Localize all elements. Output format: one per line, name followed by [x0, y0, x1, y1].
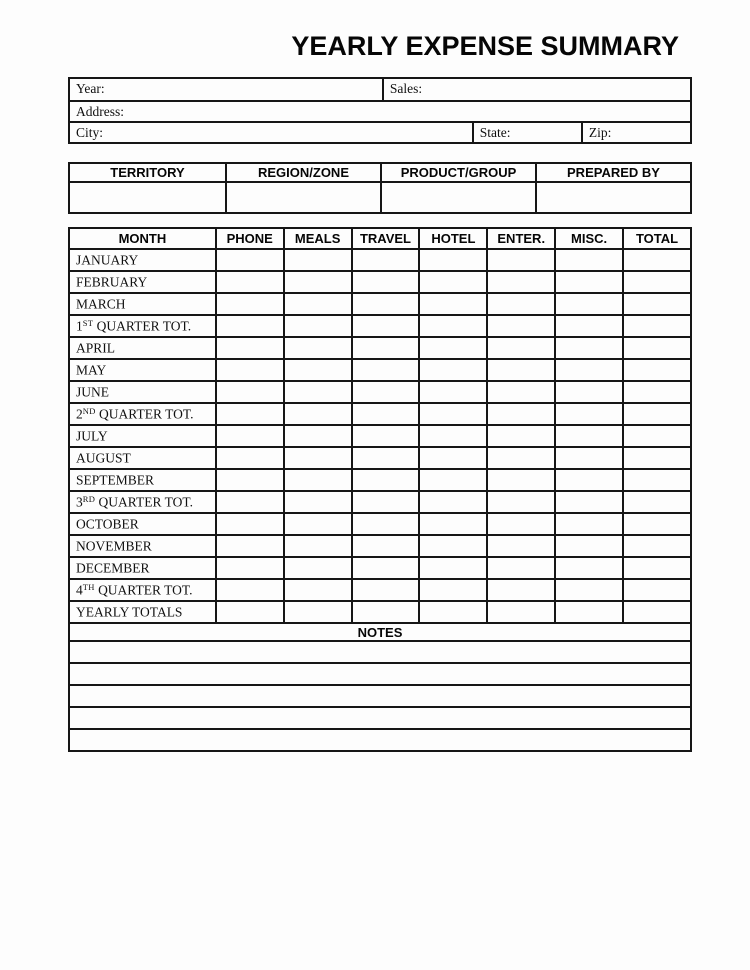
expense-cell[interactable]	[419, 557, 487, 579]
expense-cell[interactable]	[352, 271, 420, 293]
expense-cell[interactable]	[284, 579, 352, 601]
expense-cell[interactable]	[419, 535, 487, 557]
expense-cell[interactable]	[419, 601, 487, 623]
expense-cell[interactable]	[623, 337, 691, 359]
table-row-april	[69, 337, 691, 359]
header-region-zone: REGION/ZONE	[225, 164, 380, 181]
expense-cell[interactable]	[419, 513, 487, 535]
expense-cell[interactable]	[623, 403, 691, 425]
form-row-year-sales	[70, 79, 690, 100]
column-header-misc: MISC.	[555, 228, 623, 249]
expense-cell[interactable]	[555, 601, 623, 623]
prepared-by-field[interactable]	[535, 183, 690, 212]
expense-cell[interactable]	[623, 469, 691, 491]
expense-cell[interactable]	[419, 381, 487, 403]
row-label	[69, 381, 216, 403]
expense-cell[interactable]	[623, 579, 691, 601]
table-row-march	[69, 293, 691, 315]
expense-cell[interactable]	[352, 557, 420, 579]
column-header-phone: PHONE	[216, 228, 284, 249]
expense-cell[interactable]	[216, 447, 284, 469]
expense-cell[interactable]	[352, 293, 420, 315]
expense-cell[interactable]	[623, 491, 691, 513]
expense-cell[interactable]	[555, 579, 623, 601]
notes-line[interactable]	[69, 685, 691, 707]
territory-body-row	[70, 183, 690, 212]
expense-cell[interactable]	[284, 381, 352, 403]
column-header-meals: MEALS	[284, 228, 352, 249]
expense-cell[interactable]	[487, 447, 555, 469]
expense-cell[interactable]	[623, 315, 691, 337]
expense-cell[interactable]	[555, 381, 623, 403]
address-field[interactable]	[70, 102, 690, 121]
row-label-text: MARCH	[76, 296, 126, 312]
expense-table	[68, 227, 692, 624]
expense-cell[interactable]	[216, 535, 284, 557]
row-label	[69, 249, 216, 271]
expense-cell[interactable]	[216, 557, 284, 579]
row-label	[69, 403, 216, 425]
expense-cell[interactable]	[623, 293, 691, 315]
expense-cell[interactable]	[284, 249, 352, 271]
row-label-text: JANUARY	[76, 252, 139, 268]
expense-cell[interactable]	[555, 249, 623, 271]
row-label-text: YEARLY TOTALS	[76, 604, 183, 620]
header-prepared-by: PREPARED BY	[535, 164, 690, 181]
territory-header-row	[70, 164, 690, 183]
expense-cell[interactable]	[419, 579, 487, 601]
expense-cell[interactable]	[216, 403, 284, 425]
notes-line[interactable]	[69, 663, 691, 685]
row-label-text: OCTOBER	[76, 516, 139, 532]
expense-cell[interactable]	[284, 337, 352, 359]
expense-summary-section	[68, 227, 692, 752]
form-row-city-state-zip	[70, 121, 690, 142]
expense-cell[interactable]	[623, 381, 691, 403]
row-label	[69, 469, 216, 491]
expense-cell[interactable]	[487, 249, 555, 271]
expense-cell[interactable]	[284, 271, 352, 293]
zip-label: Zip:	[588, 125, 612, 140]
expense-cell[interactable]	[555, 535, 623, 557]
table-row-q4-total	[69, 579, 691, 601]
expense-cell[interactable]	[487, 293, 555, 315]
expense-cell[interactable]	[216, 469, 284, 491]
row-label	[69, 359, 216, 381]
expense-cell[interactable]	[623, 535, 691, 557]
expense-cell[interactable]	[284, 513, 352, 535]
ordinal-suffix: ND	[82, 405, 96, 416]
year-label: Year:	[76, 81, 105, 96]
row-label	[69, 491, 216, 513]
row-label-text: MAY	[76, 362, 107, 378]
row-label	[69, 601, 216, 623]
expense-cell[interactable]	[555, 403, 623, 425]
expense-cell[interactable]	[284, 469, 352, 491]
table-row-december	[69, 557, 691, 579]
row-label-text: JUNE	[76, 384, 109, 400]
sales-label: Sales:	[389, 81, 423, 96]
row-label	[69, 557, 216, 579]
row-label	[69, 293, 216, 315]
expense-cell[interactable]	[216, 293, 284, 315]
row-label	[69, 425, 216, 447]
table-row-may	[69, 359, 691, 381]
sales-field[interactable]	[382, 79, 690, 100]
expense-cell[interactable]	[487, 491, 555, 513]
expense-cell[interactable]	[216, 315, 284, 337]
expense-cell[interactable]	[419, 425, 487, 447]
row-label	[69, 513, 216, 535]
notes-line[interactable]	[69, 707, 691, 729]
table-row-october	[69, 513, 691, 535]
table-row-july	[69, 425, 691, 447]
expense-cell[interactable]	[419, 359, 487, 381]
expense-cell[interactable]	[419, 249, 487, 271]
state-field[interactable]	[472, 123, 581, 142]
expense-cell[interactable]	[623, 557, 691, 579]
ordinal-suffix: TH	[82, 581, 95, 592]
notes-row	[69, 707, 691, 729]
expense-cell[interactable]	[419, 469, 487, 491]
notes-line[interactable]	[69, 729, 691, 751]
row-label-text: DECEMBER	[76, 560, 150, 576]
expense-cell[interactable]	[419, 293, 487, 315]
row-label	[69, 579, 216, 601]
notes-line[interactable]	[69, 641, 691, 663]
expense-cell[interactable]	[216, 579, 284, 601]
row-label-text: JULY	[76, 428, 108, 444]
row-label-rest: QUARTER TOT.	[95, 494, 193, 510]
table-row-november	[69, 535, 691, 557]
row-label-text: 1	[76, 318, 83, 334]
notes-header-row	[69, 623, 691, 641]
expense-cell[interactable]	[352, 381, 420, 403]
table-row-q2-total	[69, 403, 691, 425]
expense-cell[interactable]	[555, 447, 623, 469]
expense-cell[interactable]	[216, 271, 284, 293]
notes-row	[69, 641, 691, 663]
contact-info-form	[68, 77, 692, 144]
zip-field[interactable]	[581, 123, 690, 142]
expense-cell[interactable]	[487, 535, 555, 557]
column-header-hotel: HOTEL	[419, 228, 487, 249]
expense-cell[interactable]	[352, 403, 420, 425]
expense-cell[interactable]	[284, 601, 352, 623]
expense-cell[interactable]	[352, 359, 420, 381]
column-header-enter: ENTER.	[487, 228, 555, 249]
expense-cell[interactable]	[284, 359, 352, 381]
expense-cell[interactable]	[352, 579, 420, 601]
expense-cell[interactable]	[284, 315, 352, 337]
city-label: City:	[76, 125, 104, 140]
expense-cell[interactable]	[284, 447, 352, 469]
expense-cell[interactable]	[555, 271, 623, 293]
expense-cell[interactable]	[352, 491, 420, 513]
row-label	[69, 535, 216, 557]
table-row-august	[69, 447, 691, 469]
row-label-text: APRIL	[76, 340, 116, 356]
expense-cell[interactable]	[555, 425, 623, 447]
notes-row	[69, 685, 691, 707]
expense-cell[interactable]	[352, 249, 420, 271]
expense-cell[interactable]	[487, 337, 555, 359]
expense-cell[interactable]	[623, 601, 691, 623]
expense-cell[interactable]	[419, 447, 487, 469]
territory-field[interactable]	[70, 183, 225, 212]
expense-cell[interactable]	[352, 535, 420, 557]
page-title: YEARLY EXPENSE SUMMARY	[291, 31, 679, 61]
row-label-rest: QUARTER TOT.	[95, 406, 194, 422]
expense-cell[interactable]	[623, 425, 691, 447]
expense-cell[interactable]	[555, 557, 623, 579]
column-header-month: MONTH	[69, 228, 216, 249]
row-label	[69, 271, 216, 293]
table-row-q3-total	[69, 491, 691, 513]
expense-cell[interactable]	[487, 513, 555, 535]
expense-cell[interactable]	[284, 491, 352, 513]
expense-cell[interactable]	[352, 601, 420, 623]
expense-cell[interactable]	[487, 579, 555, 601]
expense-cell[interactable]	[352, 315, 420, 337]
row-label	[69, 337, 216, 359]
expense-header-row	[69, 228, 691, 249]
expense-cell[interactable]	[419, 271, 487, 293]
expense-cell[interactable]	[216, 359, 284, 381]
expense-cell[interactable]	[284, 557, 352, 579]
expense-cell[interactable]	[487, 271, 555, 293]
table-row-february	[69, 271, 691, 293]
expense-cell[interactable]	[352, 447, 420, 469]
table-row-september	[69, 469, 691, 491]
header-product-group: PRODUCT/GROUP	[380, 164, 535, 181]
expense-cell[interactable]	[623, 447, 691, 469]
expense-cell[interactable]	[216, 513, 284, 535]
expense-cell[interactable]	[352, 469, 420, 491]
notes-row	[69, 663, 691, 685]
row-label-rest: QUARTER TOT.	[93, 318, 192, 334]
expense-cell[interactable]	[555, 491, 623, 513]
notes-section	[68, 622, 692, 752]
expense-cell[interactable]	[555, 337, 623, 359]
expense-cell[interactable]	[216, 601, 284, 623]
expense-cell[interactable]	[487, 359, 555, 381]
region-zone-field[interactable]	[225, 183, 380, 212]
row-label-text: AUGUST	[76, 450, 131, 466]
year-field[interactable]	[70, 79, 382, 100]
table-row-q1-total	[69, 315, 691, 337]
expense-cell[interactable]	[623, 271, 691, 293]
expense-cell[interactable]	[216, 425, 284, 447]
notes-row	[69, 729, 691, 751]
table-row-yearly-totals	[69, 601, 691, 623]
expense-cell[interactable]	[623, 359, 691, 381]
expense-cell[interactable]	[487, 557, 555, 579]
ordinal-suffix: ST	[82, 317, 94, 328]
expense-cell[interactable]	[216, 249, 284, 271]
expense-cell[interactable]	[623, 513, 691, 535]
expense-cell[interactable]	[284, 403, 352, 425]
expense-cell[interactable]	[487, 601, 555, 623]
expense-cell[interactable]	[419, 491, 487, 513]
row-label-rest: QUARTER TOT.	[94, 582, 193, 598]
row-label	[69, 447, 216, 469]
expense-cell[interactable]	[623, 249, 691, 271]
notes-header: NOTES	[69, 623, 691, 641]
expense-cell[interactable]	[419, 315, 487, 337]
expense-cell[interactable]	[487, 469, 555, 491]
expense-cell[interactable]	[487, 381, 555, 403]
row-label-text: 2	[76, 406, 83, 422]
table-row-june	[69, 381, 691, 403]
row-label-text: 3	[76, 494, 83, 510]
expense-cell[interactable]	[487, 425, 555, 447]
expense-cell[interactable]	[555, 293, 623, 315]
city-field[interactable]	[70, 123, 472, 142]
expense-cell[interactable]	[487, 315, 555, 337]
table-row-january	[69, 249, 691, 271]
address-label: Address:	[76, 104, 124, 119]
header-territory: TERRITORY	[110, 165, 185, 180]
row-label-text: SEPTEMBER	[76, 472, 155, 488]
ordinal-suffix: RD	[82, 493, 96, 504]
expense-cell[interactable]	[284, 293, 352, 315]
expense-cell[interactable]	[352, 337, 420, 359]
row-label-text: FEBRUARY	[76, 274, 148, 290]
expense-cell[interactable]	[352, 513, 420, 535]
expense-cell[interactable]	[419, 403, 487, 425]
expense-cell[interactable]	[555, 513, 623, 535]
expense-cell[interactable]	[487, 403, 555, 425]
row-label-text: 4	[76, 582, 83, 598]
expense-cell[interactable]	[555, 315, 623, 337]
expense-cell[interactable]	[555, 469, 623, 491]
expense-cell[interactable]	[284, 535, 352, 557]
state-label: State:	[479, 125, 511, 140]
row-label	[69, 315, 216, 337]
territory-table	[68, 162, 692, 214]
expense-cell[interactable]	[352, 425, 420, 447]
column-header-total: TOTAL	[623, 228, 691, 249]
expense-cell[interactable]	[419, 337, 487, 359]
form-row-address	[70, 100, 690, 121]
product-group-field[interactable]	[380, 183, 535, 212]
column-header-travel: TRAVEL	[352, 228, 420, 249]
expense-cell[interactable]	[555, 359, 623, 381]
expense-cell[interactable]	[216, 491, 284, 513]
row-label-text: NOVEMBER	[76, 538, 152, 554]
expense-cell[interactable]	[284, 425, 352, 447]
expense-cell[interactable]	[216, 381, 284, 403]
expense-cell[interactable]	[216, 337, 284, 359]
